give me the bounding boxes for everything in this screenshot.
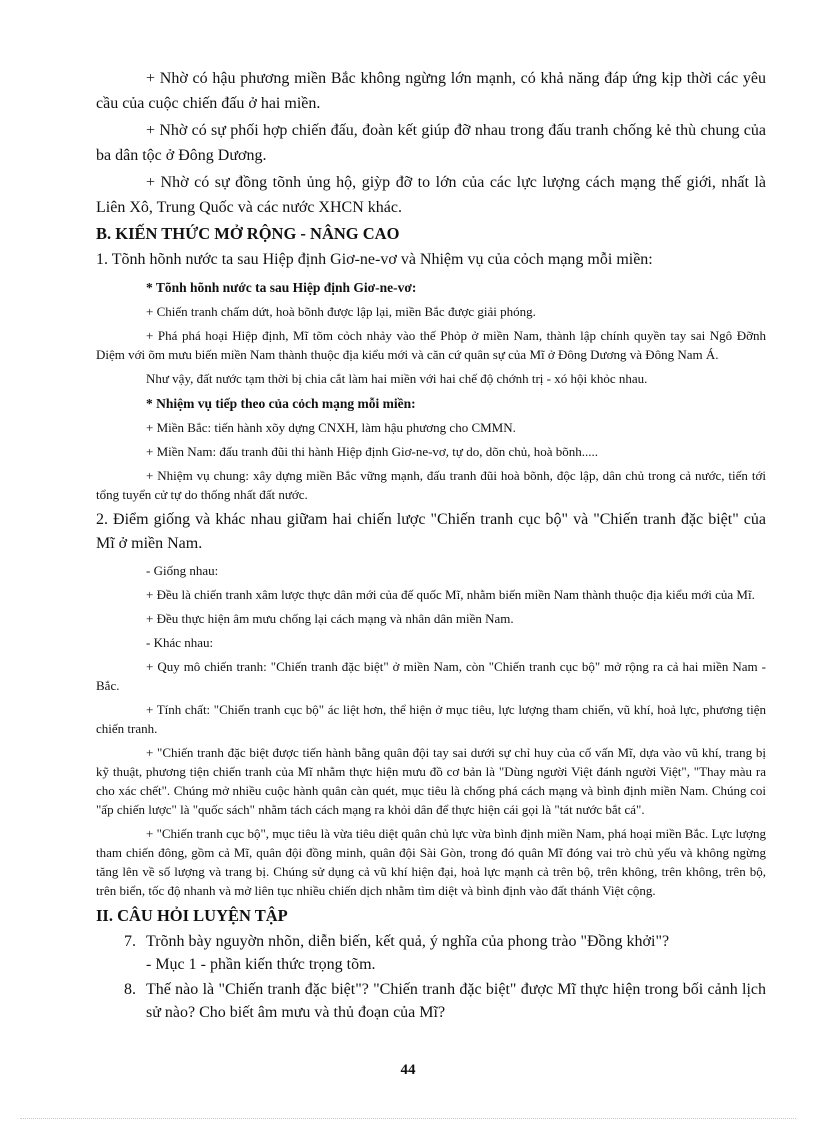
- item1-sub2-line: + Miền Bắc: tiến hành xõy dựng CNXH, làm hậu phương cho CMMN.: [146, 420, 516, 435]
- question-8-text: Thế nào là "Chiến tranh đặc biệt"? "Chiến tranh đặc biệt" được Mĩ thực hiện trong bối cảnh lịch sử nào? Cho biết âm mưu và thủ đoạn của Mĩ?: [146, 981, 766, 1021]
- item1-sub1-line: + Phá phá hoại Hiệp định, Mĩ tõm cỏch nhảy vào thế Phỏp ở miền Nam, thành lập chính quyền tay sai Ngô Đỡnh Diệm với õm mưu biến miền Nam thành thuộc địa kiểu mới và căn cứ quân sự của Mĩ ở Đông Dương và Đông Nam Á.: [96, 328, 766, 362]
- item2-line: + "Chiến tranh cục bộ", mục tiêu là vừa tiêu diệt quân chủ lực vừa bình định miền Nam, phá hoại miền Bắc. Lực lượng tham chiến đông, gồm cả Mĩ, quân đội đồng minh, quân đội Sài Gòn, trong đó quân Mĩ đóng vai trò chủ yếu và không ngừng tăng lên về số lượng và trang bị. Chúng sử dụng cả vũ khí hiện đại, hoả lực mạnh cả trên bộ, trên không, trên không, trên bộ, trên biển, tốc độ nhanh và mở liên tục nhiều chiến dịch nhằm tìm diệt và bình định vào đất thánh Việt cộng.: [96, 826, 766, 898]
- question-7-number: 7.: [124, 933, 136, 950]
- item1-heading: 1. Tõnh hõnh nước ta sau Hiệp định Giơ-ne-vơ và Nhiệm vụ của cỏch mạng mỗi miền:: [96, 251, 653, 268]
- item1-sub2-title: * Nhiệm vụ tiếp theo của cỏch mạng mỗi miền:: [146, 396, 416, 411]
- item2-line: - Giống nhau:: [146, 563, 219, 578]
- item2-line: + Đều thực hiện âm mưu chống lại cách mạng và nhân dân miền Nam.: [146, 611, 514, 626]
- section-ii-title: II. CÂU HỎI LUYỆN TẬP: [96, 906, 288, 925]
- item2-line: + Tính chất: "Chiến tranh cục bộ" ác liệt hơn, thể hiện ở mục tiêu, lực lượng tham chiến, vũ khí, hoả lực, phương tiện chiến tranh.: [96, 702, 766, 736]
- question-7-note: - Mục 1 - phần kiến thức trọng tõm.: [146, 956, 376, 973]
- section-b-title: B. KIẾN THỨC MỞ RỘNG - NÂNG CAO: [96, 224, 400, 243]
- item2-line: - Khác nhau:: [146, 635, 214, 650]
- item1-sub2-line: + Miền Nam: đấu tranh đũi thi hành Hiệp định Giơ-ne-vơ, tự do, dõn chủ, hoà bõnh.....: [146, 444, 598, 459]
- intro-point-3: + Nhờ có sự đồng tõnh ủng hộ, giỳp đỡ to lớn của các lực lượng cách mạng thế giới, nhất là Liên Xô, Trung Quốc và các nước XHCN khác.: [96, 174, 766, 216]
- page-bottom-divider: [20, 1118, 796, 1119]
- intro-point-2: + Nhờ có sự phối hợp chiến đấu, đoàn kết giúp đỡ nhau trong đấu tranh chống kẻ thù chung của ba dân tộc ở Đông Dương.: [96, 122, 766, 164]
- intro-point-1: + Nhờ có hậu phương miền Bắc không ngừng lớn mạnh, có khả năng đáp ứng kịp thời các yêu cầu của cuộc chiến đấu ở hai miền.: [96, 70, 766, 112]
- question-8-number: 8.: [124, 981, 136, 998]
- item1-sub1-title: * Tõnh hõnh nước ta sau Hiệp định Giơ-ne-vơ:: [146, 280, 417, 295]
- page-number: 44: [400, 1062, 416, 1078]
- item2-heading: 2. Điểm giống và khác nhau giữam hai chiến lược "Chiến tranh cục bộ" và "Chiến tranh đặc biệt" của Mĩ ở miền Nam.: [96, 511, 766, 552]
- question-7: [96, 930, 766, 953]
- question-7-text: Trõnh bày nguyờn nhõn, diễn biến, kết quả, ý nghĩa của phong trào "Đồng khởi"?: [146, 933, 670, 950]
- item1-sub1-line: Như vậy, đất nước tạm thời bị chia cắt làm hai miền với hai chế độ chớnh trị - xó hội khỏc nhau.: [146, 371, 648, 386]
- item2-line: + Đều là chiến tranh xâm lược thực dân mới của đế quốc Mĩ, nhằm biến miền Nam thành thuộc địa kiểu mới của Mĩ.: [146, 587, 755, 602]
- item2-line: + "Chiến tranh đặc biệt được tiến hành bằng quân đội tay sai dưới sự chỉ huy của cố vấn Mĩ, dựa vào vũ khí, trang bị kỹ thuật, phương tiện chiến tranh của Mĩ nhằm thực hiện mưu đồ cơ bản là "Dùng người Việt đánh người Việt", "Thay màu ra cho xác chết". Chúng mở nhiều cuộc hành quân càn quét, mục tiêu là chống phá cách mạng và bình định miền Nam. Chúng coi "ấp chiến lược" là "quốc sách" nhằm tách cách mạng ra khỏi dân để thực hiện cái gọi là "tát nước bắt cá".: [96, 745, 766, 817]
- item1-sub2-line: + Nhiệm vụ chung: xây dựng miền Bắc vững mạnh, đấu tranh đũi hoà bõnh, độc lập, dân chủ trong cả nước, tiến tới tổng tuyển cử tự do thống nhất đất nước.: [96, 468, 766, 502]
- item1-sub1-line: + Chiến tranh chấm dứt, hoà bõnh được lập lại, miền Bắc được giải phóng.: [146, 304, 536, 319]
- page-content: [96, 66, 766, 1024]
- item2-line: + Quy mô chiến tranh: "Chiến tranh đặc biệt" ở miền Nam, còn "Chiến tranh cục bộ" mở rộng ra cả hai miền Nam - Bắc.: [96, 659, 766, 693]
- question-8: [96, 978, 766, 1024]
